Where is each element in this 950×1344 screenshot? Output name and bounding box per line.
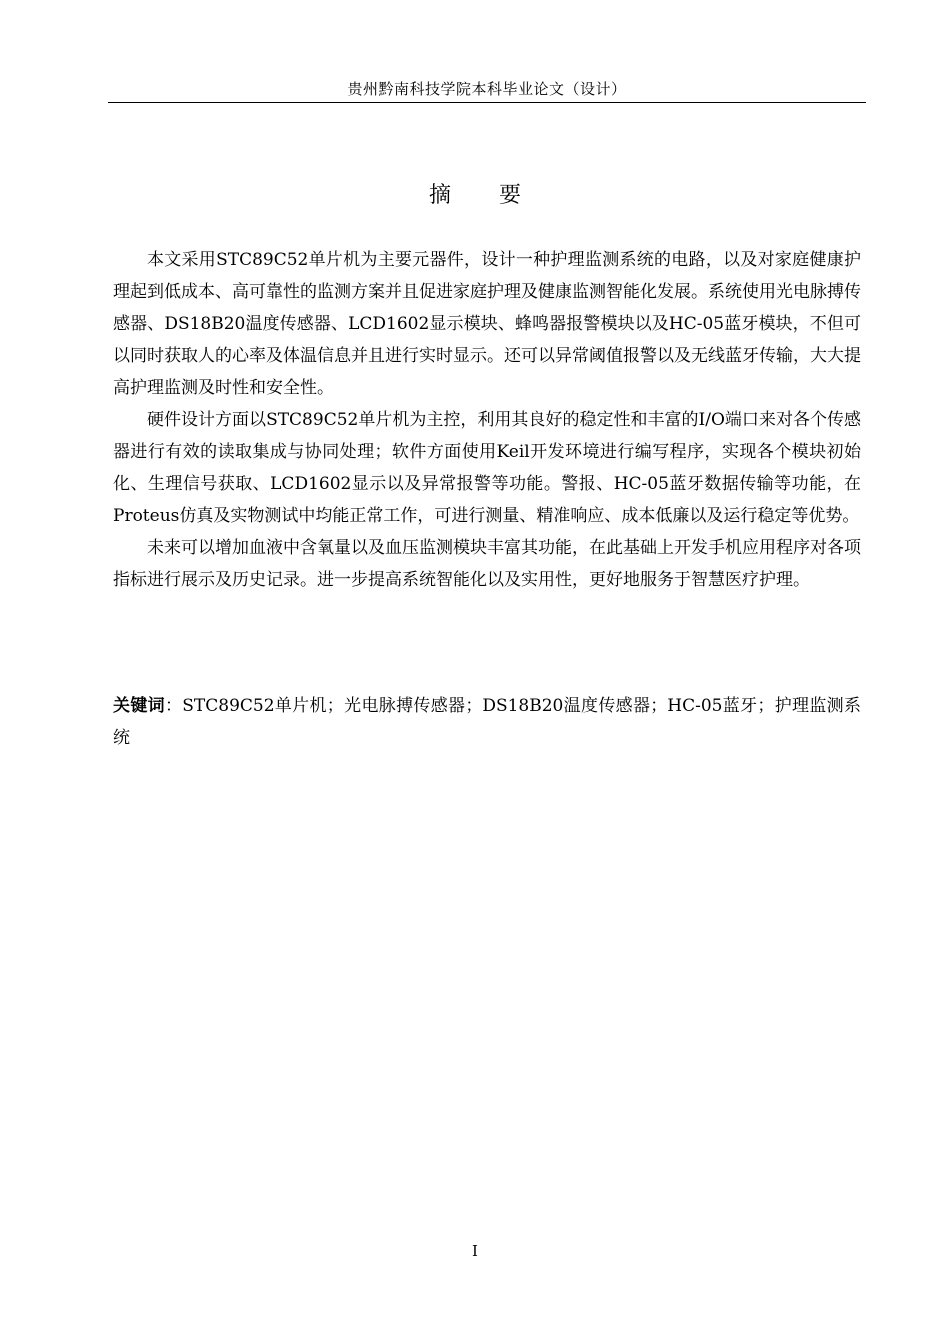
keywords-label: 关键词	[113, 696, 165, 716]
abstract-title	[0, 178, 950, 209]
abstract-paragraph-3: 未来可以增加血液中含氧量以及血压监测模块丰富其功能，在此基础上开发手机应用程序对各项指标进行展示及历史记录。进一步提高系统智能化以及实用性，更好地服务于智慧医疗护理。	[113, 538, 861, 590]
keywords-block	[113, 690, 861, 754]
abstract-body	[113, 244, 861, 596]
header-rule	[108, 102, 866, 103]
keywords-text: STC89C52单片机；光电脉搏传感器；DS18B20温度传感器；HC-05蓝牙；护理监测系统	[113, 696, 862, 748]
abstract-paragraph-2: 硬件设计方面以STC89C52单片机为主控，利用其良好的稳定性和丰富的I/O端口来对各个传感器进行有效的读取集成与协同处理；软件方面使用Keil开发环境进行编写程序，实现各个模块初始化、生理信号获取、LCD1602显示以及异常报警等功能。警报、HC-05蓝牙数据传输等功能，在Proteus仿真及实物测试中均能正常工作，可进行测量、精准响应、成本低廉以及运行稳定等优势。	[113, 410, 861, 526]
running-header: 贵州黔南科技学院本科毕业论文（设计）	[347, 80, 627, 98]
abstract-title-char-1: 摘	[428, 183, 451, 208]
abstract-title-char-2: 要	[499, 183, 522, 208]
page-number: I	[472, 1242, 478, 1260]
keywords-separator: ：	[164, 696, 183, 716]
abstract-paragraph-1: 本文采用STC89C52单片机为主要元器件，设计一种护理监测系统的电路，以及对家庭健康护理起到低成本、高可靠性的监测方案并且促进家庭护理及健康监测智能化发展。系统使用光电脉搏传感器、DS18B20温度传感器、LCD1602显示模块、蜂鸣器报警模块以及HC-05蓝牙模块，不但可以同时获取人的心率及体温信息并且进行实时显示。还可以异常阈值报警以及无线蓝牙传输，大大提高护理监测及时性和安全性。	[113, 250, 861, 398]
